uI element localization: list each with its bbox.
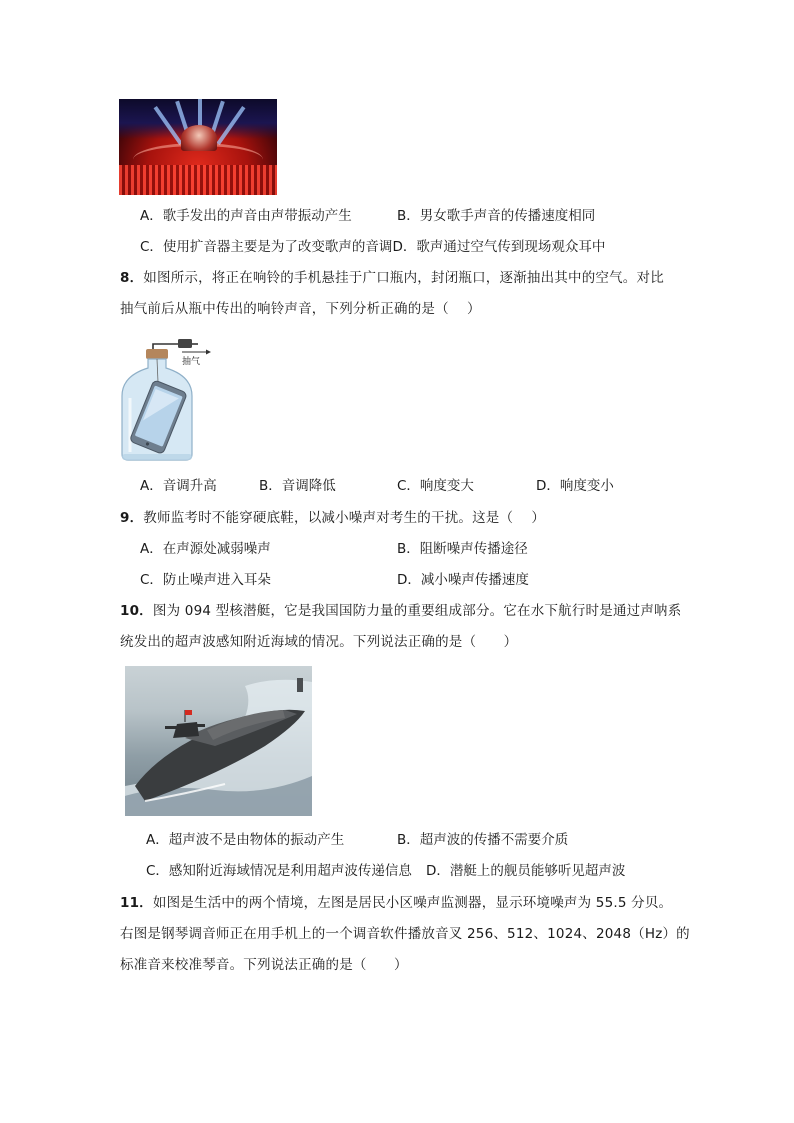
q8-option-c: C．响度变大: [397, 478, 474, 494]
submarine-image: [125, 666, 312, 816]
q7-option-b: B．男女歌手声音的传播速度相同: [397, 208, 596, 224]
pump-label: 抽气: [182, 357, 201, 367]
q11-number: 11．: [120, 895, 153, 911]
q11-stem-line1: 11．如图是生活中的两个情境，左图是居民小区噪声监测器，显示环境噪声为 55.5 分贝。: [120, 895, 673, 911]
q8-option-a: A．音调升高: [140, 478, 217, 494]
q10-option-b: B．超声波的传播不需要介质: [397, 832, 569, 848]
q9-option-a: A．在声源处减弱噪声: [140, 541, 271, 557]
q9-stem: 9．教师监考时不能穿硬底鞋，以减小噪声对考生的干扰。这是（ ）: [120, 510, 546, 526]
q8-option-b: B．音调降低: [259, 478, 336, 494]
stage-dome: [181, 125, 217, 151]
q7-option-c: C．使用扩音器主要是为了改变歌声的音调D．歌声通过空气传到现场观众耳中: [140, 239, 606, 255]
q10-number: 10．: [120, 603, 153, 619]
q8-stem-line2: 抽气前后从瓶中传出的响铃声音，下列分析正确的是（ ）: [120, 301, 481, 317]
q9-option-d: D．减小噪声传播速度: [397, 572, 529, 588]
concert-stage-image: [119, 99, 277, 195]
q10-option-d: D．潜艇上的舰员能够听见超声波: [426, 863, 626, 879]
q10-stem-line2: 统发出的超声波感知附近海域的情况。下列说法正确的是（ ）: [120, 634, 518, 650]
q10-stem-line1: 10．图为 094 型核潜艇，它是我国国防力量的重要组成部分。它在水下航行时是通过声呐系: [120, 603, 682, 619]
q11-stem-line3: 标准音来校准琴音。下列说法正确的是（ ）: [120, 957, 408, 973]
q10-option-c: C．感知附近海域情况是利用超声波传递信息: [146, 863, 412, 879]
q9-option-b: B．阻断噪声传播途径: [397, 541, 528, 557]
q8-stem-line1: 8．如图所示，将正在响铃的手机悬挂于广口瓶内，封闭瓶口，逐渐抽出其中的空气。对比: [120, 270, 664, 286]
bell-jar-phone-figure: [118, 336, 218, 462]
q8-number: 8．: [120, 270, 144, 286]
q9-option-c: C．防止噪声进入耳朵: [140, 572, 271, 588]
q8-option-d: D．响度变小: [536, 478, 614, 494]
q10-option-a: A．超声波不是由物体的振动产生: [146, 832, 345, 848]
performers: [119, 165, 277, 195]
q7-option-a: A．歌手发出的声音由声带振动产生: [140, 208, 352, 224]
q9-number: 9．: [120, 510, 144, 526]
q11-stem-line2: 右图是钢琴调音师正在用手机上的一个调音软件播放音叉 256、512、1024、2048（Hz）的: [120, 926, 690, 942]
